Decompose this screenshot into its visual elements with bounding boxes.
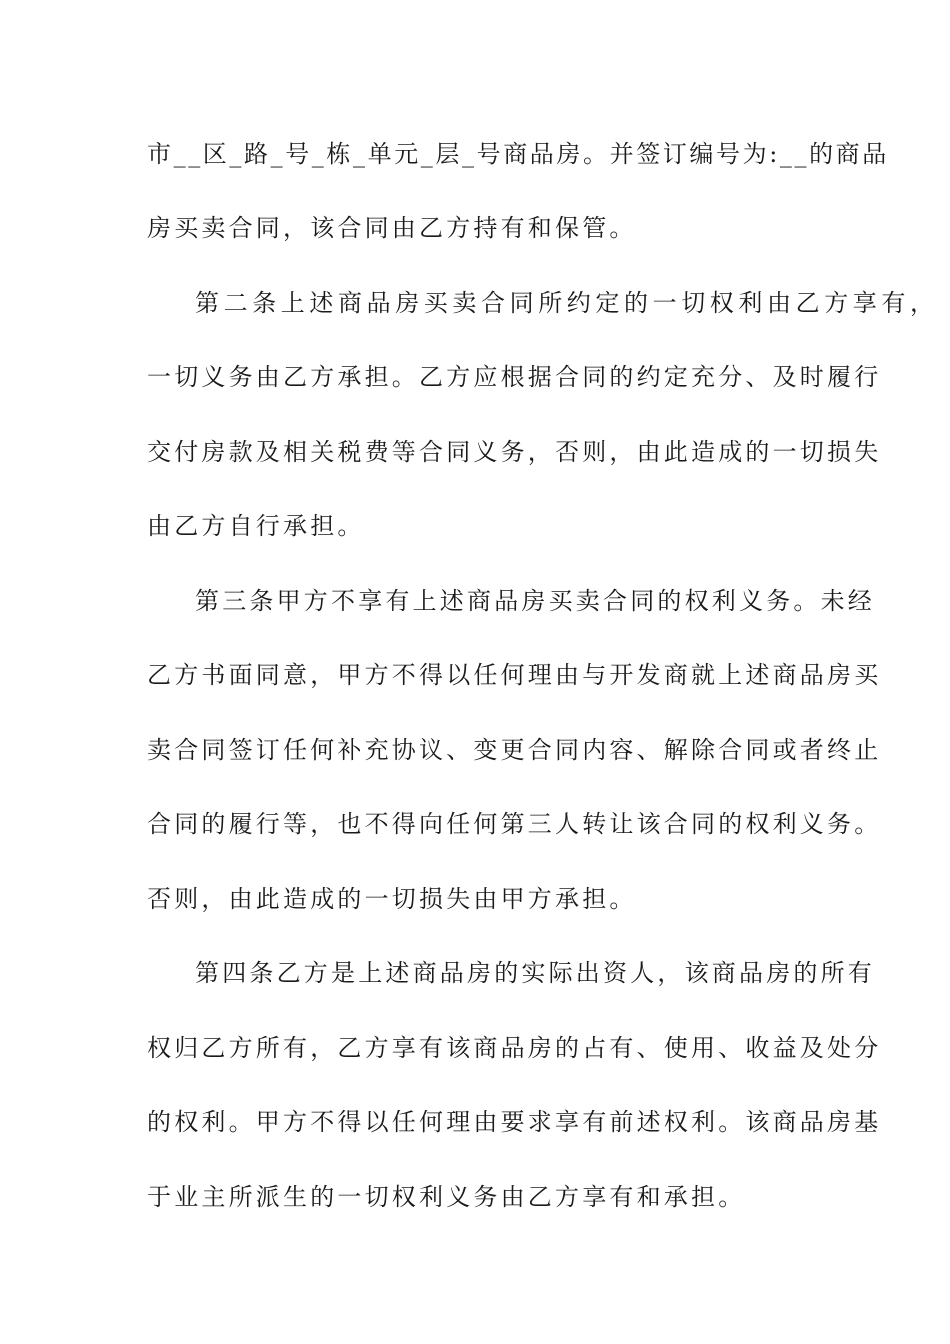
contract-text-line: 合同的履行等，也不得向任何第三人转让该合同的权利义务。	[147, 810, 882, 838]
contract-text-line: 市__区_路_号_栋_单元_层_号商品房。并签订编号为:__的商品	[147, 140, 889, 168]
contract-text-line: 的权利。甲方不得以任何理由要求享有前述权利。该商品房基	[147, 1108, 882, 1136]
contract-text-line: 于业主所派生的一切权利义务由乙方享有和承担。	[147, 1183, 746, 1211]
contract-text-line: 房买卖合同，该合同由乙方持有和保管。	[147, 214, 637, 242]
article-4-heading-line: 第四条乙方是上述商品房的实际出资人，该商品房的所有	[195, 959, 875, 987]
article-3-heading-line: 第三条甲方不享有上述商品房买卖合同的权利义务。未经	[195, 587, 875, 615]
contract-text-line: 乙方书面同意，甲方不得以任何理由与开发商就上述商品房买	[147, 661, 882, 689]
contract-text-line: 卖合同签订任何补充协议、变更合同内容、解除合同或者终止	[147, 736, 882, 764]
contract-text-line: 权归乙方所有，乙方享有该商品房的占有、使用、收益及处分	[147, 1034, 882, 1062]
contract-text-line: 一切义务由乙方承担。乙方应根据合同的约定充分、及时履行	[147, 363, 882, 391]
contract-text-line: 否则，由此造成的一切损失由甲方承担。	[147, 885, 637, 913]
contract-text-line: 交付房款及相关税费等合同义务，否则，由此造成的一切损失	[147, 438, 882, 466]
article-2-heading-line: 第二条上述商品房买卖合同所约定的一切权利由乙方享有，	[195, 289, 939, 317]
contract-text-line: 由乙方自行承担。	[147, 512, 365, 540]
